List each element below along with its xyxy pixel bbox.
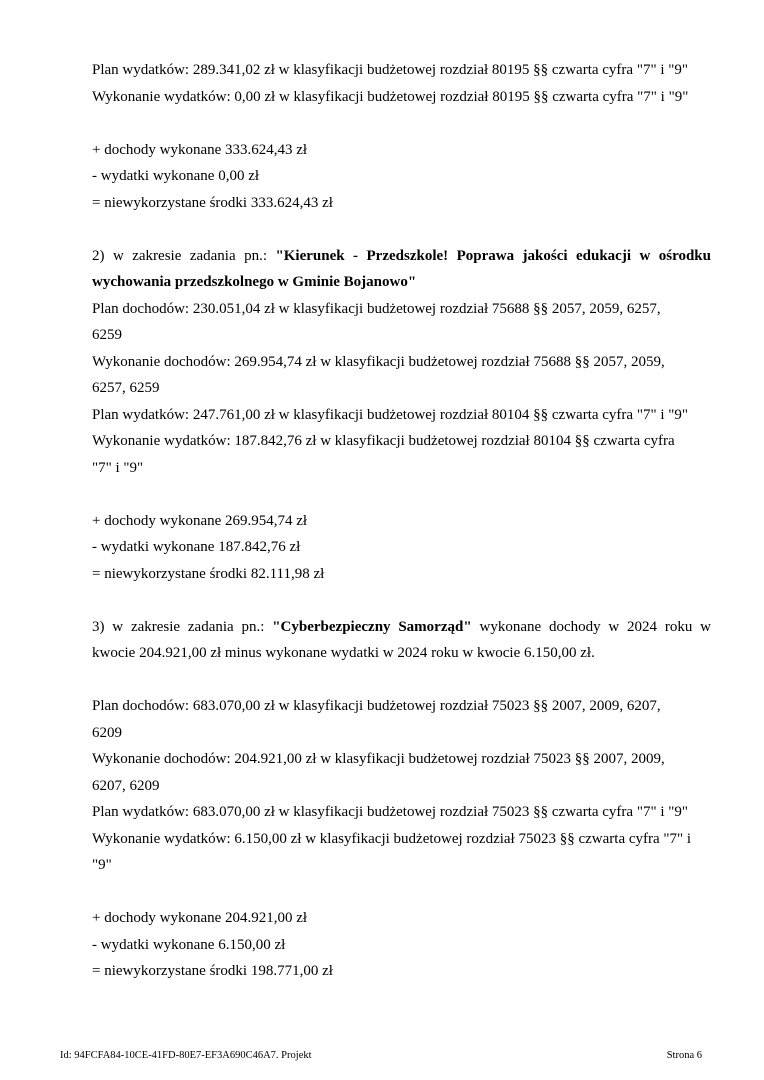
wydatki-summary-line: - wydatki wykonane 6.150,00 zł bbox=[92, 936, 286, 953]
wykonanie-dochodow-line: Wykonanie dochodów: 269.954,74 zł w klasyfikacji budżetowej rozdział 75688 §§ 2057, 2059, bbox=[92, 353, 665, 370]
plan-dochodow-line: Plan dochodów: 230.051,04 zł w klasyfikacji budżetowej rozdział 75688 §§ 2057, 2059, 6257, bbox=[92, 300, 661, 317]
wykonanie-wydatkow-line: Wykonanie wydatków: 187.842,76 zł w klasyfikacji budżetowej rozdział 80104 §§ czwarta cyfra bbox=[92, 433, 675, 449]
spacer bbox=[92, 216, 711, 243]
task-2-title-part-2: wychowania przedszkolnego w Gminie Bojanowo" bbox=[92, 274, 417, 290]
spacer bbox=[92, 879, 711, 906]
wykonanie-wydatkow-line: Wykonanie wydatków: 0,00 zł w klasyfikacji budżetowej rozdział 80195 §§ czwarta cyfra "7" i "9" bbox=[92, 88, 689, 105]
plan-dochodow-line: Plan dochodów: 683.070,00 zł w klasyfikacji budżetowej rozdział 75023 §§ 2007, 2009, 6207, bbox=[92, 698, 661, 714]
wykonanie-wydatkow-line: Wykonanie wydatków: 6.150,00 zł w klasyfikacji budżetowej rozdział 75023 §§ czwarta cyfra "7" i bbox=[92, 830, 692, 847]
wykonanie-wydatkow-line-cont: "7" i "9" bbox=[92, 459, 144, 476]
spacer bbox=[92, 481, 711, 508]
plan-wydatkow-line: Plan wydatków: 289.341,02 zł w klasyfikacji budżetowej rozdział 80195 §§ czwarta cyfra "7" i "9" bbox=[92, 62, 688, 78]
spacer bbox=[92, 110, 711, 137]
page-footer bbox=[60, 1049, 702, 1063]
task-2-heading-line-2 bbox=[92, 269, 711, 296]
document-id: Id: 94FCFA84-10CE-41FD-80E7-EF3A690C46A7. Projekt bbox=[60, 1050, 312, 1061]
page-number: Strona 6 bbox=[666, 1050, 702, 1061]
plan-dochodow-line-cont: 6259 bbox=[92, 327, 122, 343]
wydatki-summary-line: - wydatki wykonane 187.842,76 zł bbox=[92, 539, 301, 555]
dochody-summary-line: + dochody wykonane 333.624,43 zł bbox=[92, 141, 308, 158]
niewykorzystane-summary-line: = niewykorzystane środki 82.111,98 zł bbox=[92, 565, 325, 582]
task-2-title-part-1: "Kierunek - Przedszkole! Poprawa jakości edukacji w ośrodku bbox=[275, 247, 711, 264]
wykonanie-dochodow-line: Wykonanie dochodów: 204.921,00 zł w klasyfikacji budżetowej rozdział 75023 §§ 2007, 2009, bbox=[92, 751, 665, 767]
wykonanie-dochodow-line-cont: 6257, 6259 bbox=[92, 380, 160, 396]
spacer bbox=[92, 667, 711, 694]
task-3-heading-line-1 bbox=[92, 614, 711, 641]
plan-wydatkow-line: Plan wydatków: 683.070,00 zł w klasyfikacji budżetowej rozdział 75023 §§ czwarta cyfra "7" i "9" bbox=[92, 804, 688, 820]
spacer bbox=[92, 587, 711, 614]
task-2-intro: 2) w zakresie zadania pn.: bbox=[92, 247, 276, 264]
wydatki-summary-line: - wydatki wykonane 0,00 zł bbox=[92, 168, 260, 184]
task-3-title: "Cyberbezpieczny Samorząd" bbox=[272, 618, 472, 635]
niewykorzystane-summary-line: = niewykorzystane środki 333.624,43 zł bbox=[92, 194, 333, 211]
wykonanie-wydatkow-line-cont: "9" bbox=[92, 857, 112, 873]
wykonanie-dochodow-line-cont: 6207, 6209 bbox=[92, 777, 160, 794]
task-3-heading-line-2: kwocie 204.921,00 zł minus wykonane wydatki w 2024 roku w kwocie 6.150,00 zł. bbox=[92, 645, 595, 661]
plan-wydatkow-line: Plan wydatków: 247.761,00 zł w klasyfikacji budżetowej rozdział 80104 §§ czwarta cyfra "7" i "9" bbox=[92, 406, 688, 423]
plan-dochodow-line-cont: 6209 bbox=[92, 724, 122, 741]
dochody-summary-line: + dochody wykonane 269.954,74 zł bbox=[92, 512, 308, 529]
document-body bbox=[92, 57, 711, 985]
dochody-summary-line: + dochody wykonane 204.921,00 zł bbox=[92, 910, 308, 926]
task-2-heading-line-1 bbox=[92, 243, 711, 270]
niewykorzystane-summary-line: = niewykorzystane środki 198.771,00 zł bbox=[92, 963, 333, 979]
task-3-intro: 3) w zakresie zadania pn.: bbox=[92, 618, 273, 635]
task-3-intro-suffix: wykonane dochody w 2024 roku w bbox=[471, 618, 711, 635]
